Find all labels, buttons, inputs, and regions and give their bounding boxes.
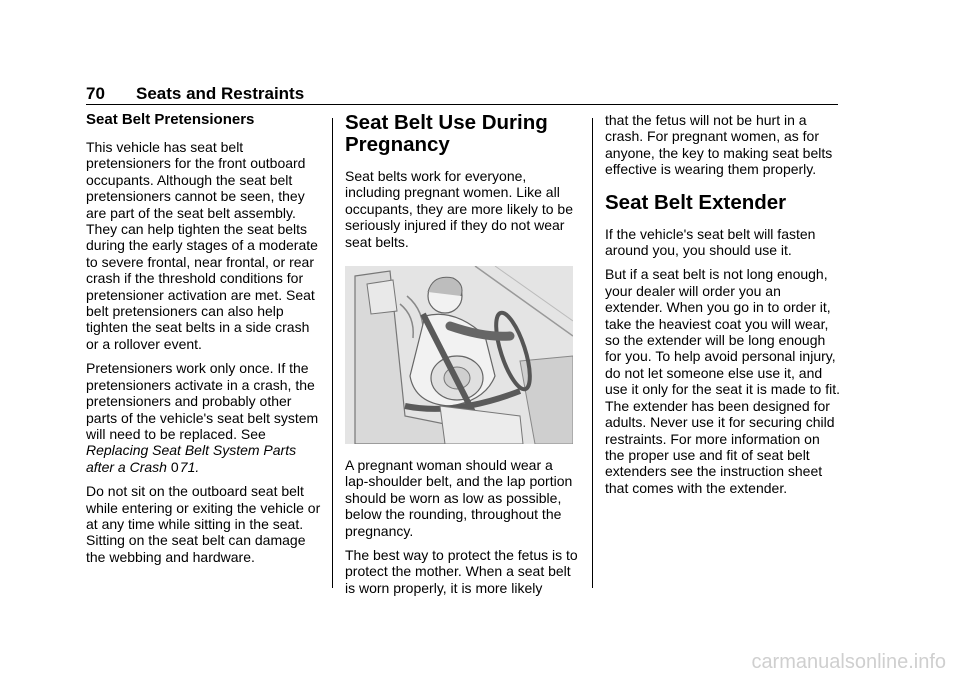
extender-heading: Seat Belt Extender xyxy=(605,190,787,214)
illustration-svg xyxy=(345,266,573,444)
column-2 xyxy=(345,112,579,604)
pregnancy-heading xyxy=(345,112,579,156)
pretensioners-paragraph-2 xyxy=(86,360,322,475)
pretensioners-paragraph-1: This vehicle has seat belt pretensioners for the front outboard occupants. Although the seat belt pretensioners cannot be seen, they are part of the seat belt assembly. They can help tighten the seat belts during the early stages of a moderate to severe frontal, near frontal, or rear crash if the threshold conditions for pretensioner activation are met. Seat belt pretensioners can also help tighten the seat belts in a side crash or a rollover event. xyxy=(86,139,318,352)
pregnancy-paragraph-2: A pregnant woman should wear a lap-shoulder belt, and the lap portion should be worn as low as possible, below the rounding, throughout the pregnancy. xyxy=(345,457,573,539)
header-rule xyxy=(86,104,838,105)
replacing-parts-link[interactable]: Replacing Seat Belt System Parts after a Crash xyxy=(86,442,297,475)
page-number: 70 xyxy=(86,84,105,103)
pretensioners-paragraph-3: Do not sit on the outboard seat belt while entering or exiting the vehicle or at any time while sitting in the seat. Sitting on the seat belt can damage the webbing and hardware. xyxy=(86,483,321,565)
column-divider-2 xyxy=(592,118,593,588)
watermark: carmanualsonline.info xyxy=(751,651,946,673)
column-3 xyxy=(605,112,841,504)
pregnancy-paragraph-3: The best way to protect the fetus is to protect the mother. When a seat belt is worn properly, it is more likely xyxy=(345,547,578,596)
page-ref-period: . xyxy=(195,458,200,475)
page-reference[interactable] xyxy=(171,459,199,475)
pregnancy-heading-line-2: Pregnancy xyxy=(345,133,450,156)
pregnancy-heading-line-1: Seat Belt Use During xyxy=(345,111,548,134)
page-header xyxy=(86,84,838,104)
pretensioners-heading: Seat Belt Pretensioners xyxy=(86,111,255,128)
column-divider-1 xyxy=(332,118,333,588)
section-title: Seats and Restraints xyxy=(136,84,305,103)
extender-paragraph-1: If the vehicle's seat belt will fasten around you, you should use it. xyxy=(605,225,816,259)
pregnancy-paragraph-1: Seat belts work for everyone, including pregnant women. Like all occupants, they are more likely to be seriously injured if they do not wear seat belts. xyxy=(345,168,574,250)
extender-paragraph-2: But if a seat belt is not long enough, your dealer will order you an extender. When you go in to order it, take the heaviest coat you will wear, so the extender will be long enough for you. To help avoid personal injury, do not let someone else use it, and use it only for the seat it is made to fit. The extender has been designed for adults. Never use it for securing child restraints. For more information on the proper use and fit of seat belt extenders see the instruction sheet that comes with the extender. xyxy=(605,266,840,496)
pregnancy-paragraph-continued: that the fetus will not be hurt in a crash. For pregnant women, as for anyone, the key to making seat belts effective is wearing them properly. xyxy=(605,112,833,178)
page-ref-number: 71 xyxy=(179,458,196,475)
column-1 xyxy=(86,112,322,573)
pregnant-woman-seatbelt-illustration xyxy=(345,266,573,444)
pretensioners-paragraph-2-text: Pretensioners work only once. If the pretensioners activate in a crash, the pretensioners and probably other parts of the vehicle's seat belt system will need to be replaced. See xyxy=(86,360,319,442)
page-ref-symbol: 0 xyxy=(170,458,179,475)
